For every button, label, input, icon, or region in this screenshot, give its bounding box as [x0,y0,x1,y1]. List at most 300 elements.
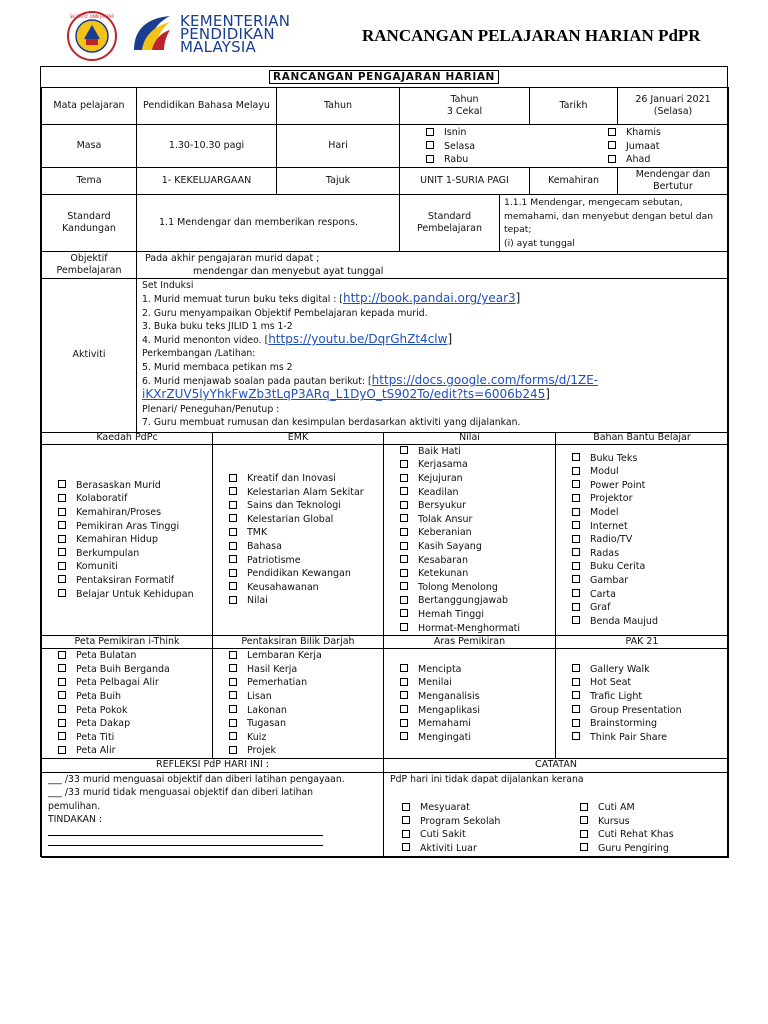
ithink-option[interactable] [58,676,170,690]
tahun-value-line-1: Tahun [450,93,479,105]
checkbox-icon [229,719,237,727]
ithink-option[interactable] [58,649,170,663]
perkembangan: Perkembangan /Latihan: [142,348,256,360]
pbd-list-cell [212,648,384,759]
document-title: RANCANGAN PELAJARAN HARIAN PdPR [362,26,701,45]
checkbox-icon [426,155,434,163]
tarikh-label: Tarikh [529,87,618,125]
nilai-option-label: Kasih Sayang [418,541,482,552]
emk-option-label: Sains dan Teknologi [247,500,341,512]
objektif-value: Pada akhir pengajaran murid dapat ; mendengar dan menyebut ayat tunggal [136,251,729,279]
emk-option[interactable] [229,526,364,540]
pbd-option[interactable] [229,649,322,663]
emk-option[interactable] [229,540,364,554]
checkbox-icon [580,843,588,851]
hari-option-ahad[interactable]: Ahad [608,153,661,167]
refleksi-line-3: pemulihan. [48,800,101,812]
pak-option-label: Group Presentation [590,704,682,716]
catatan-option[interactable] [580,815,674,829]
catatan-option[interactable] [580,828,674,842]
checkbox-icon [229,651,237,659]
bbb-option[interactable] [572,465,658,479]
hari-option-rabu[interactable]: Rabu [426,153,475,167]
checkbox-icon [229,501,237,509]
aras-option[interactable] [400,690,480,704]
masa-value: 1.30-10.30 pagi [136,124,277,168]
checkbox-icon [572,562,580,570]
kaedah-title: Kaedah PdPc [41,432,213,445]
pbd-title: Pentaksiran Bilik Darjah [212,635,384,649]
aktiviti-content [136,278,729,433]
tindakan-line-2[interactable] [48,836,323,846]
tahun-label: Tahun [276,87,400,125]
nilai-option[interactable] [400,458,520,472]
nilai-list-cell [383,444,556,636]
tajuk-label: Tajuk [276,167,400,195]
checkbox-icon [400,582,408,590]
pbd-option[interactable] [229,663,322,677]
bbb-option[interactable] [572,520,658,534]
checkbox-icon [229,664,237,672]
kaedah-option-label: Kolaboratif [76,493,128,505]
nilai-option[interactable] [400,567,520,581]
checkbox-icon [58,705,66,713]
standard-pembelajaran-label: Standard Pembelajaran [399,194,500,252]
kemahiran-value: Mendengar dan Bertutur [617,167,729,195]
pbd-option-label: Projek [247,745,277,757]
ithink-list-cell [41,648,213,759]
checkbox-icon [426,141,434,149]
checkbox-icon [402,803,410,811]
kpm-line-3: MALAYSIA [180,38,256,56]
aras-option-label: Memahami [418,718,471,730]
ithink-option[interactable] [58,690,170,704]
hari-options [399,124,729,168]
pak-option[interactable] [572,663,682,677]
nilai-option[interactable] [400,540,520,554]
aktiviti-1: 1. Murid memuat turun buku teks digital : [http://book.pandai.org/year3] [142,291,521,306]
checkbox-icon [58,480,66,488]
tarikh-value [617,87,729,125]
catatan-option-label: Kursus [598,815,630,827]
ithink-option[interactable] [58,663,170,677]
checkbox-icon [58,678,66,686]
kaedah-list-cell [41,444,213,636]
catatan-list-right [580,801,674,855]
nilai-option[interactable] [400,581,520,595]
kaedah-option[interactable] [58,520,194,534]
aktiviti-label: Aktiviti [41,278,137,433]
hari-options-left [426,126,475,167]
standard-kandungan-label: Standard Kandungan [41,194,137,252]
emk-option-label: Kelestarian Alam Sekitar [247,486,364,498]
checkbox-icon [572,521,580,529]
catatan-option-label: Aktiviti Luar [420,842,477,854]
kaedah-list [58,479,194,601]
emk-option[interactable] [229,499,364,513]
kaedah-option-label: Berasaskan Murid [76,479,161,491]
checkbox-icon [229,582,237,590]
kaedah-option-label: Kemahiran Hidup [76,534,158,546]
kaedah-option[interactable] [58,574,194,588]
emk-option-label: TMK [247,527,268,539]
checkbox-icon [572,535,580,543]
tema-label: Tema [41,167,137,195]
pak-option[interactable] [572,717,682,731]
pak-option[interactable] [572,676,682,690]
nilai-option-label: Ketekunan [418,568,469,580]
pbd-option-label: Pemerhatian [247,677,308,689]
kaedah-option-label: Belajar Untuk Kehidupan [76,588,194,600]
emk-option[interactable] [229,486,364,500]
catatan-option-label: Program Sekolah [420,815,501,827]
aras-option[interactable] [400,663,480,677]
bbb-option-label: Internet [590,520,628,532]
kpm-emblem-icon [130,14,174,54]
bbb-option-label: Power Point [590,479,646,491]
bbb-option-label: Modul [590,466,619,478]
emk-option-label: Keusahawanan [247,581,319,593]
ithink-option[interactable] [58,717,170,731]
bbb-option[interactable] [572,506,658,520]
kaedah-option[interactable] [58,547,194,561]
checkbox-icon [58,548,66,556]
refleksi-line-1: ___ /33 murid menguasai objektif dan diberi latihan pengayaan. [48,774,345,785]
ithink-option-label: Peta Buih Berganda [76,663,170,675]
masa-label: Masa [41,124,137,168]
pak-option[interactable] [572,704,682,718]
catatan-option[interactable] [402,828,500,842]
kaedah-option-label: Kemahiran/Proses [76,507,162,519]
tema-value: 1- KEKELUARGAAN [136,167,277,195]
checkbox-icon [229,732,237,740]
checkbox-icon [58,664,66,672]
nilai-option[interactable] [400,526,520,540]
checkbox-icon [58,494,66,502]
checkbox-icon [400,514,408,522]
refleksi-line-2: ___ /33 murid tidak menguasai objektif dan diberi latihan [48,787,314,799]
checkbox-icon [572,678,580,686]
aktiviti-3: 3. Buka buku teks JILID 1 ms 1-2 [142,320,293,332]
catatan-option[interactable] [580,801,674,815]
checkbox-icon [58,521,66,529]
checkbox-icon [400,623,408,631]
checkbox-icon [229,596,237,604]
checkbox-icon [400,664,408,672]
catatan-option-label: Mesyuarat [420,802,470,813]
tindakan-label: TINDAKAN : [48,813,103,825]
bbb-option[interactable] [572,492,658,506]
checkbox-icon [400,691,408,699]
checkbox-icon [608,128,616,136]
checkbox-icon [572,732,580,740]
form-title: RANCANGAN PENGAJARAN HARIAN [262,69,506,85]
pbd-option-label: Lisan [247,690,272,702]
pbd-option-label: Hasil Kerja [247,663,298,675]
pbd-option[interactable] [229,717,322,731]
checkbox-icon [58,575,66,583]
kaedah-option[interactable] [58,479,194,493]
catatan-option[interactable] [402,815,500,829]
nilai-option[interactable] [400,622,520,636]
ithink-option-label: Peta Buih [76,690,121,702]
pak-option[interactable] [572,690,682,704]
tindakan-line-1[interactable] [48,826,323,836]
aras-option-label: Mengaplikasi [418,704,480,716]
aras-option-label: Menganalisis [418,690,480,702]
refleksi-title: REFLEKSI PdP HARI INI : [41,758,384,773]
kaedah-option[interactable] [58,533,194,547]
nilai-option[interactable] [400,472,520,486]
hari-label: Hari [276,124,400,168]
bbb-option[interactable] [572,479,658,493]
catatan-intro: PdP hari ini tidak dapat dijalankan kerana [390,774,584,785]
catatan-title: CATATAN [383,758,729,773]
bbb-option[interactable] [572,547,658,561]
checkbox-icon [229,514,237,522]
mata-pelajaran-value: Pendidikan Bahasa Melayu [136,87,277,125]
aras-option[interactable] [400,731,480,745]
bbb-option-label: Radas [590,547,620,559]
aktiviti-6-cont: iKXrZUV5lyYhkFwZb3tLqP3ARq_L1DyO_tS902To/edit?ts=6006b245] [142,387,550,402]
checkbox-icon [608,155,616,163]
catatan-option-label: Cuti Rehat Khas [598,829,674,841]
aktiviti-6: 6. Murid menjawab soalan pada pautan berikut: [https://docs.google.com/forms/d/1ZE- [142,373,599,388]
bbb-option-label: Radio/TV [590,534,633,546]
checkbox-icon [58,732,66,740]
checkbox-icon [572,691,580,699]
checkbox-icon [572,453,580,461]
bbb-option[interactable] [572,452,658,466]
page-header [0,0,768,66]
pbd-option[interactable] [229,731,322,745]
checkbox-icon [580,830,588,838]
checkbox-icon [572,480,580,488]
checkbox-icon [608,141,616,149]
catatan-option[interactable] [402,801,500,815]
pak-title: PAK 21 [555,635,729,649]
aras-option[interactable] [400,704,480,718]
ithink-option-label: Peta Dakap [76,718,131,730]
nilai-option-label: Tolak Ansur [418,513,473,525]
bbb-option[interactable] [572,560,658,574]
pbd-option[interactable] [229,690,322,704]
checkbox-icon [572,603,580,611]
nilai-option[interactable] [400,486,520,500]
checkbox-icon [229,542,237,550]
kaedah-option-label: Pemikiran Aras Tinggi [76,520,180,532]
checkbox-icon [572,494,580,502]
plenari: Plenari/ Peneguhan/Penutup : [142,403,280,415]
pbd-option-label: Tugasan [247,718,287,730]
kaedah-option-label: Pentaksiran Formatif [76,574,175,586]
nilai-option-label: Keberanian [418,527,472,539]
checkbox-icon [572,508,580,516]
ithink-option-label: Peta Bulatan [76,650,137,662]
aktiviti-5: 5. Murid membaca petikan ms 2 [142,361,293,373]
checkbox-icon [402,830,410,838]
kaedah-option-label: Berkumpulan [76,547,140,559]
mata-pelajaran-label: Mata pelajaran [41,87,137,125]
checkbox-icon [572,548,580,556]
checkbox-icon [572,616,580,624]
checkbox-icon [572,719,580,727]
checkbox-icon [572,705,580,713]
checkbox-icon [58,589,66,597]
checkbox-icon [58,535,66,543]
catatan-option-label: Cuti Sakit [420,829,466,841]
bbb-option-label: Projektor [590,493,633,505]
hari-option-khamis[interactable]: Khamis [608,126,661,140]
aras-option[interactable] [400,717,480,731]
emk-option[interactable] [229,567,364,581]
standard-pembelajaran-value: 1.1.1 Mendengar, mengecam sebutan, memahami, dan menyebut dengan betul dan tepat; (i) ayat tunggal [499,194,729,252]
pak-option-label: Gallery Walk [590,663,650,675]
checkbox-icon [400,487,408,495]
checkbox-icon [400,569,408,577]
emk-title: EMK [212,432,384,445]
aras-list [400,663,480,745]
aktiviti-4: 4. Murid menonton video. [https://youtu.be/DqrGhZt4clw] [142,332,453,347]
bbb-option-label: Carta [590,588,616,600]
aras-option[interactable] [400,676,480,690]
kpm-line-1: KEMENTERIAN [180,12,291,30]
checkbox-icon [426,128,434,136]
checkbox-icon [400,596,408,604]
checkbox-icon [229,474,237,482]
checkbox-icon [400,732,408,740]
checkbox-icon [400,719,408,727]
catatan-list-left [402,801,500,855]
pbd-option[interactable] [229,744,322,758]
pak-list-cell [555,648,729,759]
bbb-option-label: Model [590,507,619,519]
bbb-option-label: Buku Teks [590,452,638,464]
checkbox-icon [229,746,237,754]
kaedah-option[interactable] [58,506,194,520]
bbb-option[interactable] [572,615,658,629]
google-form-link-2[interactable]: iKXrZUV5lyYhkFwZb3tLqP3ARq_L1DyO_tS902To/edit?ts=6006b245 [142,387,546,402]
set-induksi: Set Induksi [142,280,194,291]
tarikh-value-line-1: 26 Januari 2021 [635,93,711,105]
youtube-link[interactable]: https://youtu.be/DqrGhZt4clw [268,332,448,347]
bbb-list [572,452,658,629]
aras-list-cell [383,648,556,759]
objektif-label: Objektif Pembelajaran [41,251,137,279]
tahun-value [399,87,530,125]
emk-option[interactable] [229,594,364,608]
checkbox-icon [400,542,408,550]
pak-list [572,663,682,745]
hari-option-selasa[interactable]: Selasa [426,140,475,154]
checkbox-icon [400,609,408,617]
aras-title: Aras Pemikiran [383,635,556,649]
kaedah-option[interactable] [58,560,194,574]
emk-option[interactable] [229,554,364,568]
emk-option[interactable] [229,472,364,486]
pbd-option-label: Lakonan [247,704,287,716]
nilai-option[interactable] [400,513,520,527]
pbd-option[interactable] [229,704,322,718]
refleksi-body [41,772,384,858]
nilai-option[interactable] [400,594,520,608]
ithink-option[interactable] [58,731,170,745]
bbb-title: Bahan Bantu Belajar [555,432,729,445]
hari-option-jumaat[interactable]: Jumaat [608,140,661,154]
checkbox-icon [400,678,408,686]
pbd-option[interactable] [229,676,322,690]
checkbox-icon [58,508,66,516]
hari-option-isnin[interactable]: Isnin [426,126,475,140]
catatan-option[interactable] [580,842,674,856]
lesson-plan-form [40,66,728,857]
emk-option[interactable] [229,513,364,527]
pak-option-label: Think Pair Share [590,731,668,743]
pbd-option-label: Lembaran Kerja [247,650,322,662]
bbb-option-label: Benda Maujud [590,615,658,627]
kaedah-option[interactable] [58,588,194,602]
ithink-option[interactable] [58,744,170,758]
nilai-title: Nilai [383,432,556,445]
bbb-option[interactable] [572,601,658,615]
emk-option-label: Nilai [247,595,268,607]
nilai-option[interactable] [400,445,520,459]
pak-option[interactable] [572,731,682,745]
bbb-option[interactable] [572,533,658,547]
nilai-option-label: Tolong Menolong [418,581,498,593]
emk-list-cell [212,444,384,636]
ithink-option-label: Peta Titi [76,731,115,743]
checkbox-icon [229,691,237,699]
checkbox-icon [229,569,237,577]
nilai-option-label: Hormat-Menghormati [418,622,521,634]
nilai-option[interactable] [400,499,520,513]
pandai-link[interactable]: http://book.pandai.org/year3 [342,291,516,306]
nilai-option-label: Keadilan [418,486,459,498]
catatan-body [383,772,729,858]
standard-kandungan-value: 1.1 Mendengar dan memberikan respons. [136,194,400,252]
aktiviti-7: 7. Guru membuat rumusan dan kesimpulan berdasarkan aktiviti yang dijalankan. [142,416,521,428]
checkbox-icon [229,705,237,713]
ithink-title: Peta Pemikiran i-Think [41,635,213,649]
google-form-link-1[interactable]: https://docs.google.com/forms/d/1ZE- [371,373,599,388]
nilai-option-label: Baik Hati [418,445,461,457]
bbb-option[interactable] [572,574,658,588]
bbb-list-cell [555,444,729,636]
nilai-option[interactable] [400,608,520,622]
pak-option-label: Trafic Light [590,690,643,702]
school-logo-ring-text: SK DATO' ONN JAAFAR [69,14,115,19]
kaedah-option[interactable] [58,492,194,506]
checkbox-icon [572,467,580,475]
emk-option[interactable] [229,581,364,595]
emk-option-label: Patriotisme [247,554,301,566]
bbb-option-label: Gambar [590,574,629,586]
catatan-option[interactable] [402,842,500,856]
checkbox-icon [400,501,408,509]
checkbox-icon [572,589,580,597]
checkbox-icon [400,474,408,482]
hari-options-right [608,126,661,167]
catatan-option-label: Cuti AM [598,802,635,813]
aras-option-label: Mencipta [418,663,462,675]
bbb-option-label: Buku Cerita [590,561,646,573]
ithink-list [58,649,170,758]
nilai-option[interactable] [400,554,520,568]
nilai-option-label: Kesabaran [418,554,468,566]
ithink-option[interactable] [58,704,170,718]
bbb-option[interactable] [572,588,658,602]
